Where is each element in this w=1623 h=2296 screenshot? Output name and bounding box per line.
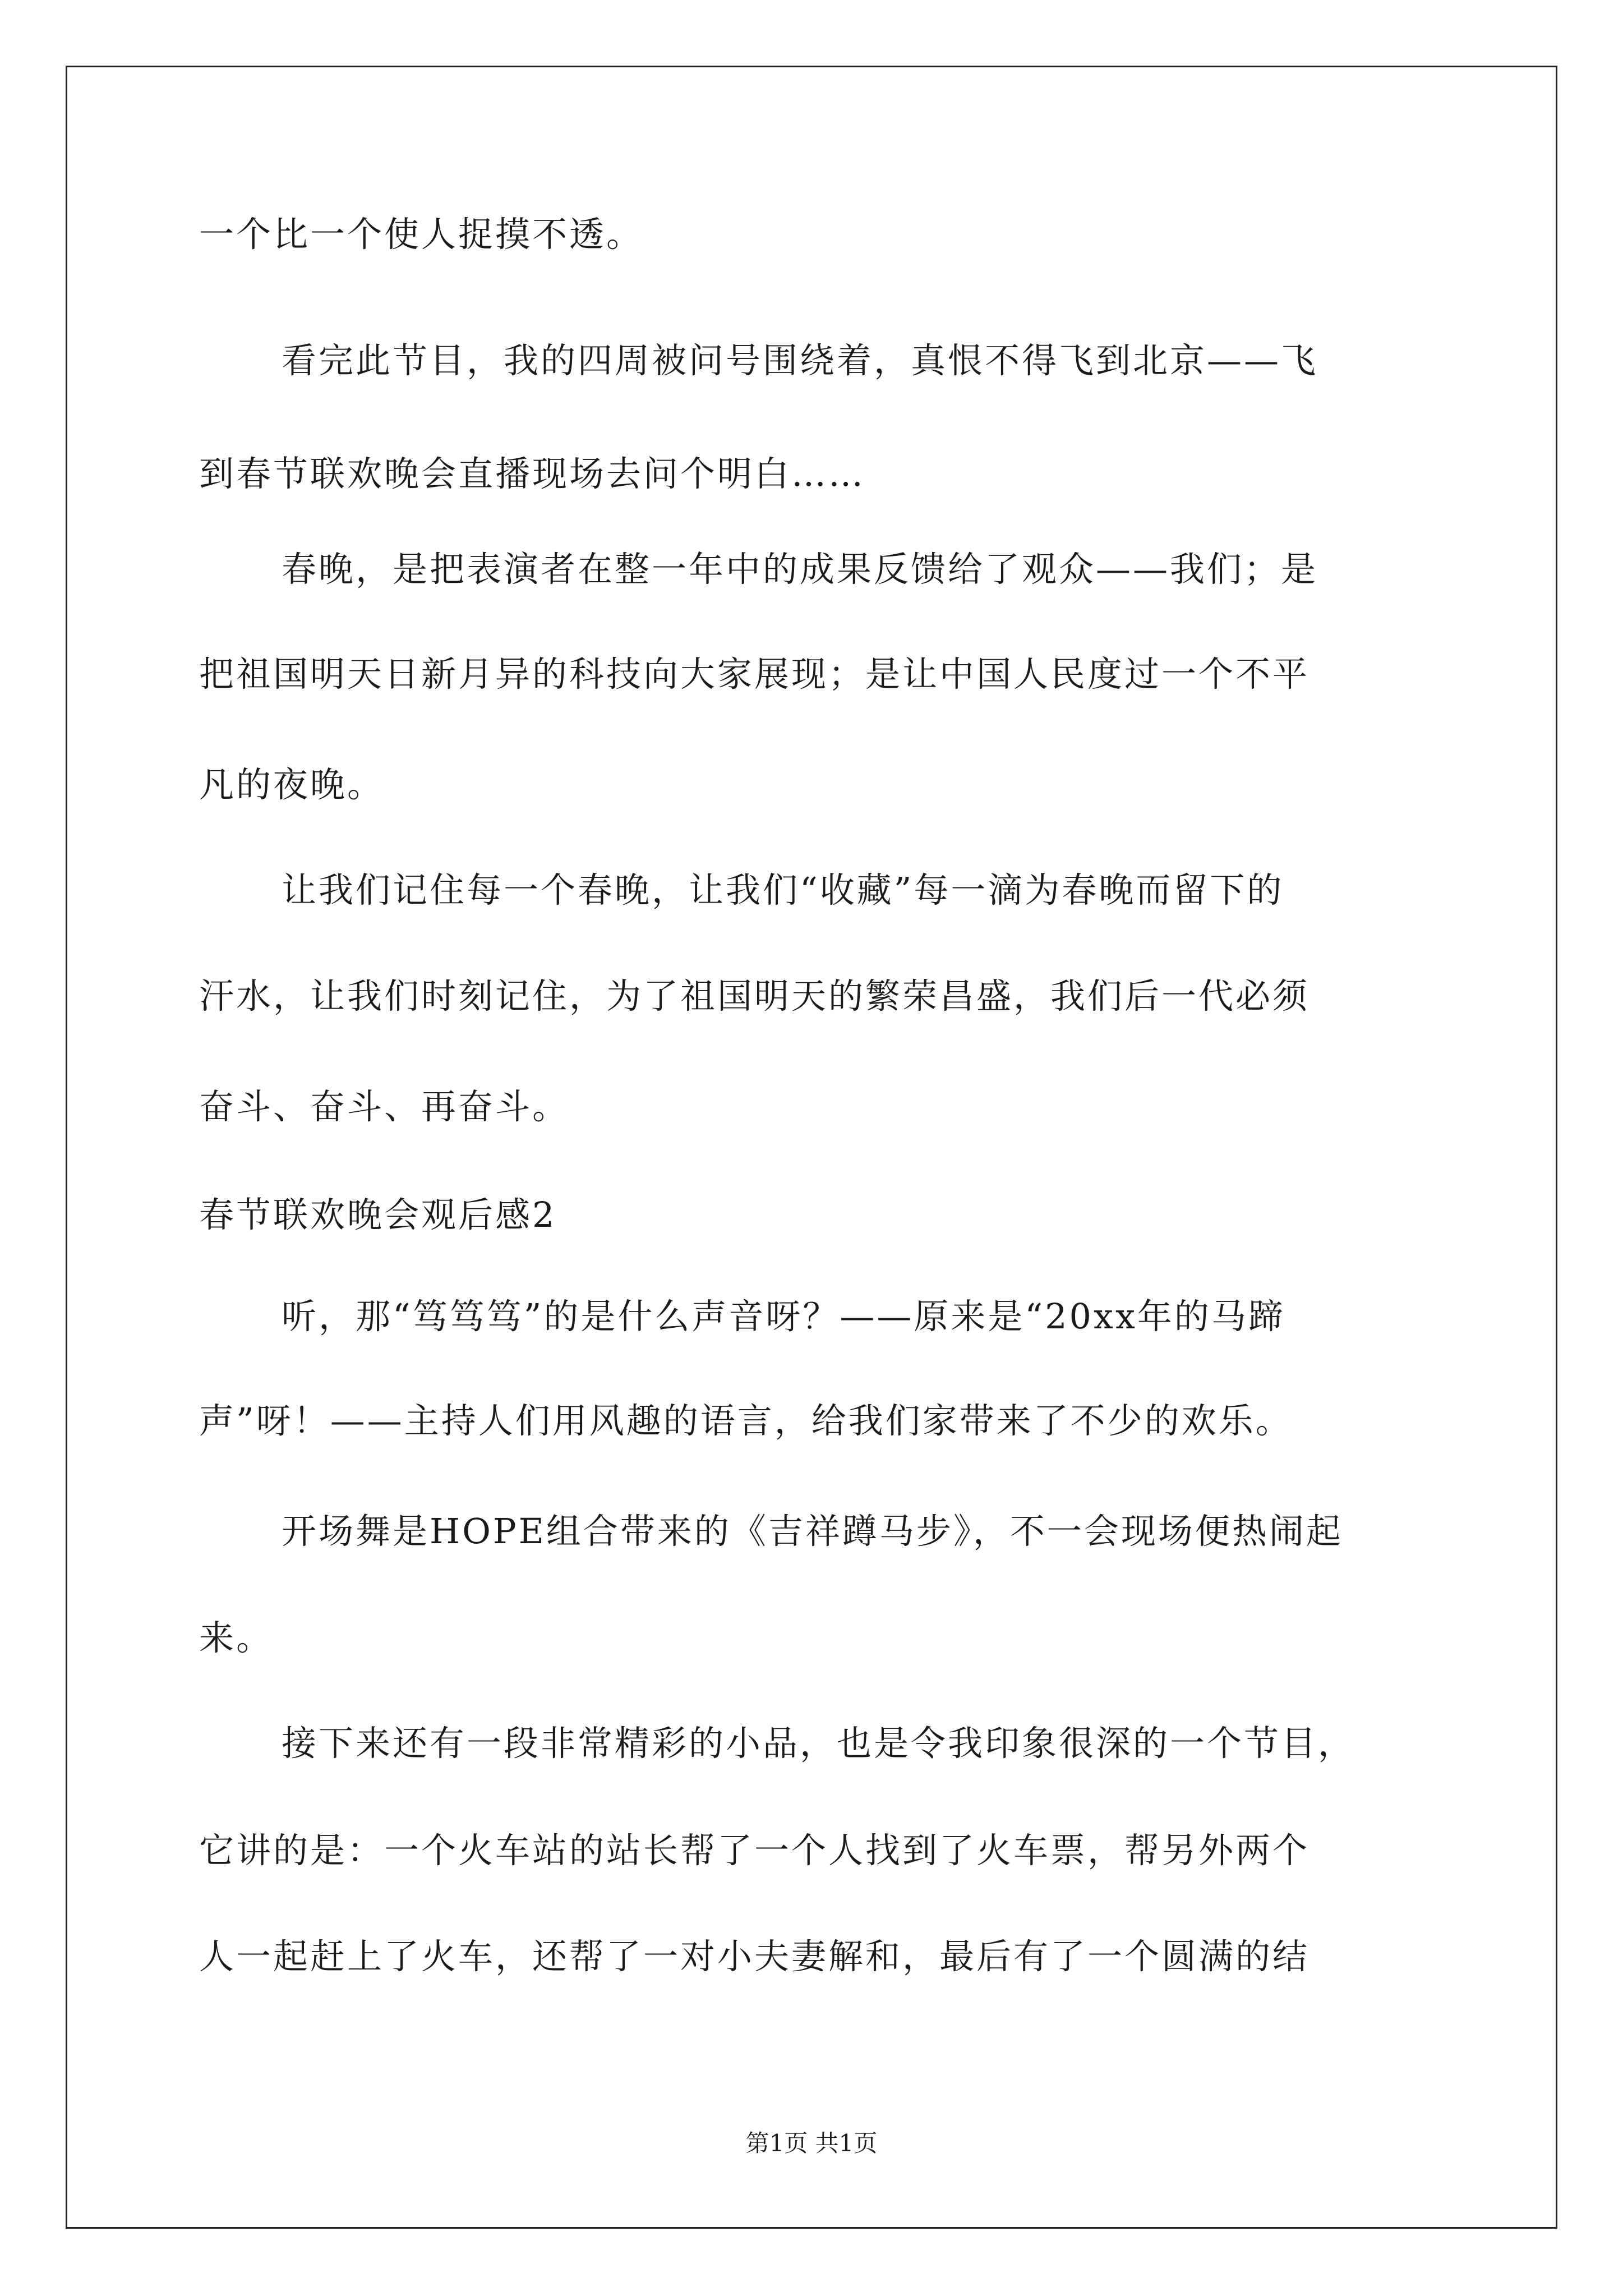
text-line-3: 到春节联欢晚会直播现场去问个明白…… — [199, 453, 866, 494]
text-line-16: 人一起赶上了火车，还帮了一对小夫妻解和，最后有了一个圆满的结 — [199, 1936, 1310, 1977]
section-heading: 春节联欢晚会观后感2 — [199, 1194, 557, 1235]
text-line-8: 汗水，让我们时刻记住，为了祖国明天的繁荣昌盛，我们后一代必须 — [199, 976, 1310, 1016]
text-line-9: 奋斗、奋斗、再奋斗。 — [199, 1086, 570, 1127]
text-line-15: 它讲的是：一个火车站的站长帮了一个人找到了火车票，帮另外两个 — [199, 1830, 1310, 1871]
text-line-14: 接下来还有一段非常精彩的小品，也是令我印象很深的一个节目， — [282, 1723, 1355, 1764]
page-frame — [66, 66, 1557, 2229]
text-line-7: 让我们记住每一个春晚，让我们“收藏”每一滴为春晚而留下的 — [282, 869, 1284, 910]
text-line-12: 开场舞是HOPE组合带来的《吉祥蹲马步》，不一会现场便热闹起 — [282, 1511, 1343, 1552]
text-line-5: 把祖国明天日新月异的科技向大家展现；是让中国人民度过一个不平 — [199, 654, 1310, 694]
text-line-4: 春晚，是把表演者在整一年中的成果反馈给了观众——我们；是 — [282, 549, 1318, 590]
text-line-1: 一个比一个使人捉摸不透。 — [199, 214, 644, 255]
text-line-13: 来。 — [199, 1617, 274, 1658]
text-line-2: 看完此节目，我的四周被问号围绕着，真恨不得飞到北京——飞 — [282, 340, 1318, 381]
text-line-10: 听，那“笃笃笃”的是什么声音呀？——原来是“20xx年的马蹄 — [282, 1296, 1285, 1337]
text-line-11: 声”呀！——主持人们用风趣的语言，给我们家带来了不少的欢乐。 — [199, 1400, 1293, 1441]
page-number-footer: 第1页 共1页 — [745, 2129, 878, 2157]
text-line-6: 凡的夜晚。 — [199, 764, 385, 805]
